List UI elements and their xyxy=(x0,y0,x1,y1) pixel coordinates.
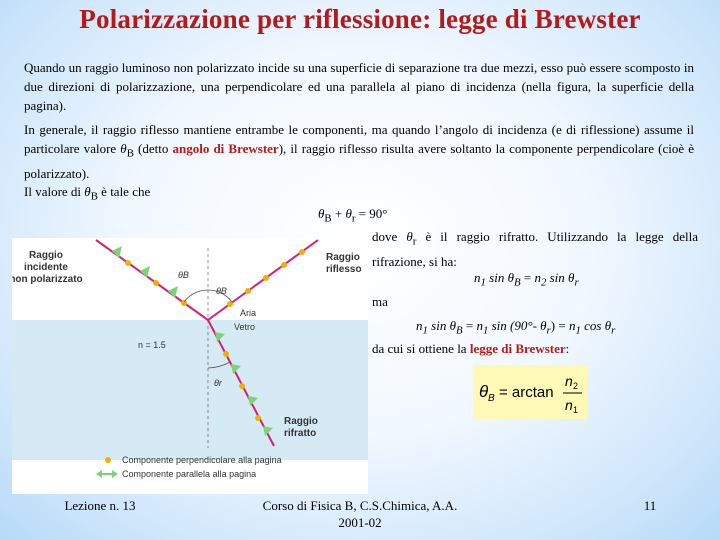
perpendicular-dot xyxy=(223,351,229,357)
theta-subscript: B xyxy=(90,190,98,203)
ma-text: ma xyxy=(372,294,388,309)
footer-course-line-2: 2001-02 xyxy=(338,515,382,530)
dacui-text-b: : xyxy=(565,341,570,356)
brewster-diagram xyxy=(12,238,368,494)
theta-symbol: θ xyxy=(604,318,612,333)
glass-region xyxy=(12,320,368,460)
legend-parallel-label: Componente parallela alla pagina xyxy=(122,469,257,479)
n-symbol: n xyxy=(568,318,576,333)
perpendicular-dot xyxy=(245,288,251,294)
refracted-label-1: Raggio xyxy=(284,416,318,427)
dove-text-a: dove xyxy=(372,229,407,244)
theta-symbol: θ xyxy=(120,141,127,156)
sin-text: sin (90°- xyxy=(488,318,541,333)
theta-subscript: r xyxy=(546,324,551,337)
formula-numerator: n xyxy=(565,373,573,389)
footer-lecture: Lezione n. 13 xyxy=(64,498,136,513)
reflected-label-2: riflesso xyxy=(326,264,362,275)
perpendicular-dot xyxy=(255,415,261,421)
legend-arrow-right xyxy=(112,470,118,478)
theta-subscript: B xyxy=(455,324,463,337)
formula-theta-sub: B xyxy=(488,393,495,404)
n-subscript: 1 xyxy=(482,324,489,337)
angle-sum-equation xyxy=(318,204,388,229)
theta-b-reflected-label: θB xyxy=(216,286,227,296)
sin-text: sin xyxy=(546,270,569,285)
theta-symbol: θ xyxy=(449,318,456,333)
theta-subscript: B xyxy=(126,147,134,160)
footer-page-number: 11 xyxy=(643,498,657,513)
n-subscript: 1 xyxy=(480,276,486,289)
formula-theta: θ xyxy=(479,382,489,401)
brewster-text-b: (detto xyxy=(133,141,173,156)
equals-sign: = xyxy=(462,318,477,333)
brewster-text-c: ), il raggio riflesso risulta avere soltanto la componente perpendicolare (cioè è polarizzato). xyxy=(24,141,694,181)
footer-course-line-1: Corso di Fisica B, C.S.Chimica, A.A. xyxy=(262,498,458,513)
brewster-figure xyxy=(12,238,368,494)
incident-label-2: incidente xyxy=(24,262,68,273)
perpendicular-dot xyxy=(125,260,131,266)
refractive-index-label: n = 1.5 xyxy=(138,340,166,350)
dacui-text xyxy=(372,339,569,358)
theta-r-label: θr xyxy=(214,378,222,388)
brewster-formula xyxy=(473,365,587,419)
sin-text: sin xyxy=(427,318,450,333)
incident-label-3: non polarizzato xyxy=(12,274,83,285)
theta-symbol: θ xyxy=(318,206,325,221)
n-symbol: n xyxy=(534,270,541,285)
perpendicular-dot xyxy=(263,275,269,281)
theta-subscript: B xyxy=(513,276,521,289)
n-subscript: 1 xyxy=(422,324,428,337)
brewster-law-term: legge di Brewster xyxy=(469,341,566,356)
theta-b-incident-label: θB xyxy=(178,270,189,280)
reflected-label-1: Raggio xyxy=(326,252,360,263)
theta-symbol: θ xyxy=(406,229,413,244)
theta-subscript: B xyxy=(324,212,332,225)
theta-symbol: θ xyxy=(540,318,547,333)
legend-perpendicular-label: Componente perpendicolare alla pagina xyxy=(122,455,282,465)
perpendicular-dot xyxy=(181,300,187,306)
theta-symbol: θ xyxy=(345,206,352,221)
incident-ray xyxy=(96,240,208,320)
glass-label: Vetro xyxy=(234,322,256,332)
n-subscript: 1 xyxy=(575,324,581,337)
n-symbol: n xyxy=(476,318,483,333)
dove-text-b: è il raggio rifratto. Utilizzando la legge della rifrazione, si ha: xyxy=(372,229,698,269)
perpendicular-dot xyxy=(281,262,287,268)
refracted-label-2: rifratto xyxy=(284,428,317,439)
incident-angle-arc xyxy=(184,290,208,302)
theta-subscript: r xyxy=(412,235,417,248)
incident-label-1: Raggio xyxy=(29,250,63,261)
perpendicular-dot xyxy=(153,280,159,286)
brewster-paragraph xyxy=(24,120,694,183)
theta-symbol: θ xyxy=(568,270,575,285)
perpendicular-dot xyxy=(239,383,245,389)
snell-equation xyxy=(474,268,579,293)
value-text-a: Il valore di xyxy=(24,184,85,199)
equation-rest: = 90° xyxy=(355,206,388,221)
n-subscript: 2 xyxy=(540,276,547,289)
intro-paragraph xyxy=(24,58,694,115)
footer-course xyxy=(240,497,480,531)
brewster-formula-box xyxy=(473,365,587,419)
slide-title: Polarizzazione per riflessione: legge di Brewster xyxy=(79,4,641,34)
equation-close: ) = xyxy=(550,318,569,333)
perpendicular-dot xyxy=(299,249,305,255)
dacui-text-a: da cui si ottiene la xyxy=(372,341,470,356)
legend-dot xyxy=(105,457,111,463)
formula-denominator: n xyxy=(565,397,573,413)
formula-arctan: = arctan xyxy=(499,384,554,401)
figure-legend xyxy=(96,455,282,479)
theta-subscript: r xyxy=(574,276,579,289)
n-symbol: n xyxy=(474,270,481,285)
value-text-b: è tale che xyxy=(97,184,151,199)
intro-text: Quando un raggio luminoso non polarizzato incide su una superficie di separazione tra due mezzi, esso può essere scomposto in due direzioni di polarizzazione, una perpendicolare ed una parallela al piano di incidenza (nella figura, la superficie della pagina). xyxy=(24,60,694,113)
formula-denominator-sub: 1 xyxy=(573,405,579,415)
theta-symbol: θ xyxy=(507,270,514,285)
equals-sign: = xyxy=(520,270,535,285)
plus-sign: + xyxy=(331,206,346,221)
value-paragraph xyxy=(24,182,694,207)
brewster-angle-term: angolo di Brewster xyxy=(172,141,279,156)
theta-symbol: θ xyxy=(84,184,91,199)
cos-text: cos xyxy=(580,318,605,333)
sin-text: sin xyxy=(485,270,508,285)
dove-paragraph xyxy=(372,227,698,271)
formula-numerator-sub: 2 xyxy=(573,381,579,391)
theta-subscript: r xyxy=(351,212,356,225)
air-label: Aria xyxy=(240,308,257,318)
trig-equation xyxy=(416,316,615,341)
legend-arrow-left xyxy=(96,470,102,478)
theta-subscript: r xyxy=(611,324,616,337)
n-symbol: n xyxy=(416,318,423,333)
brewster-text-a: In generale, il raggio riflesso mantiene entrambe le componenti, ma quando l’angolo di incidenza (e di riflessione) assume il particolare valore xyxy=(24,122,694,156)
